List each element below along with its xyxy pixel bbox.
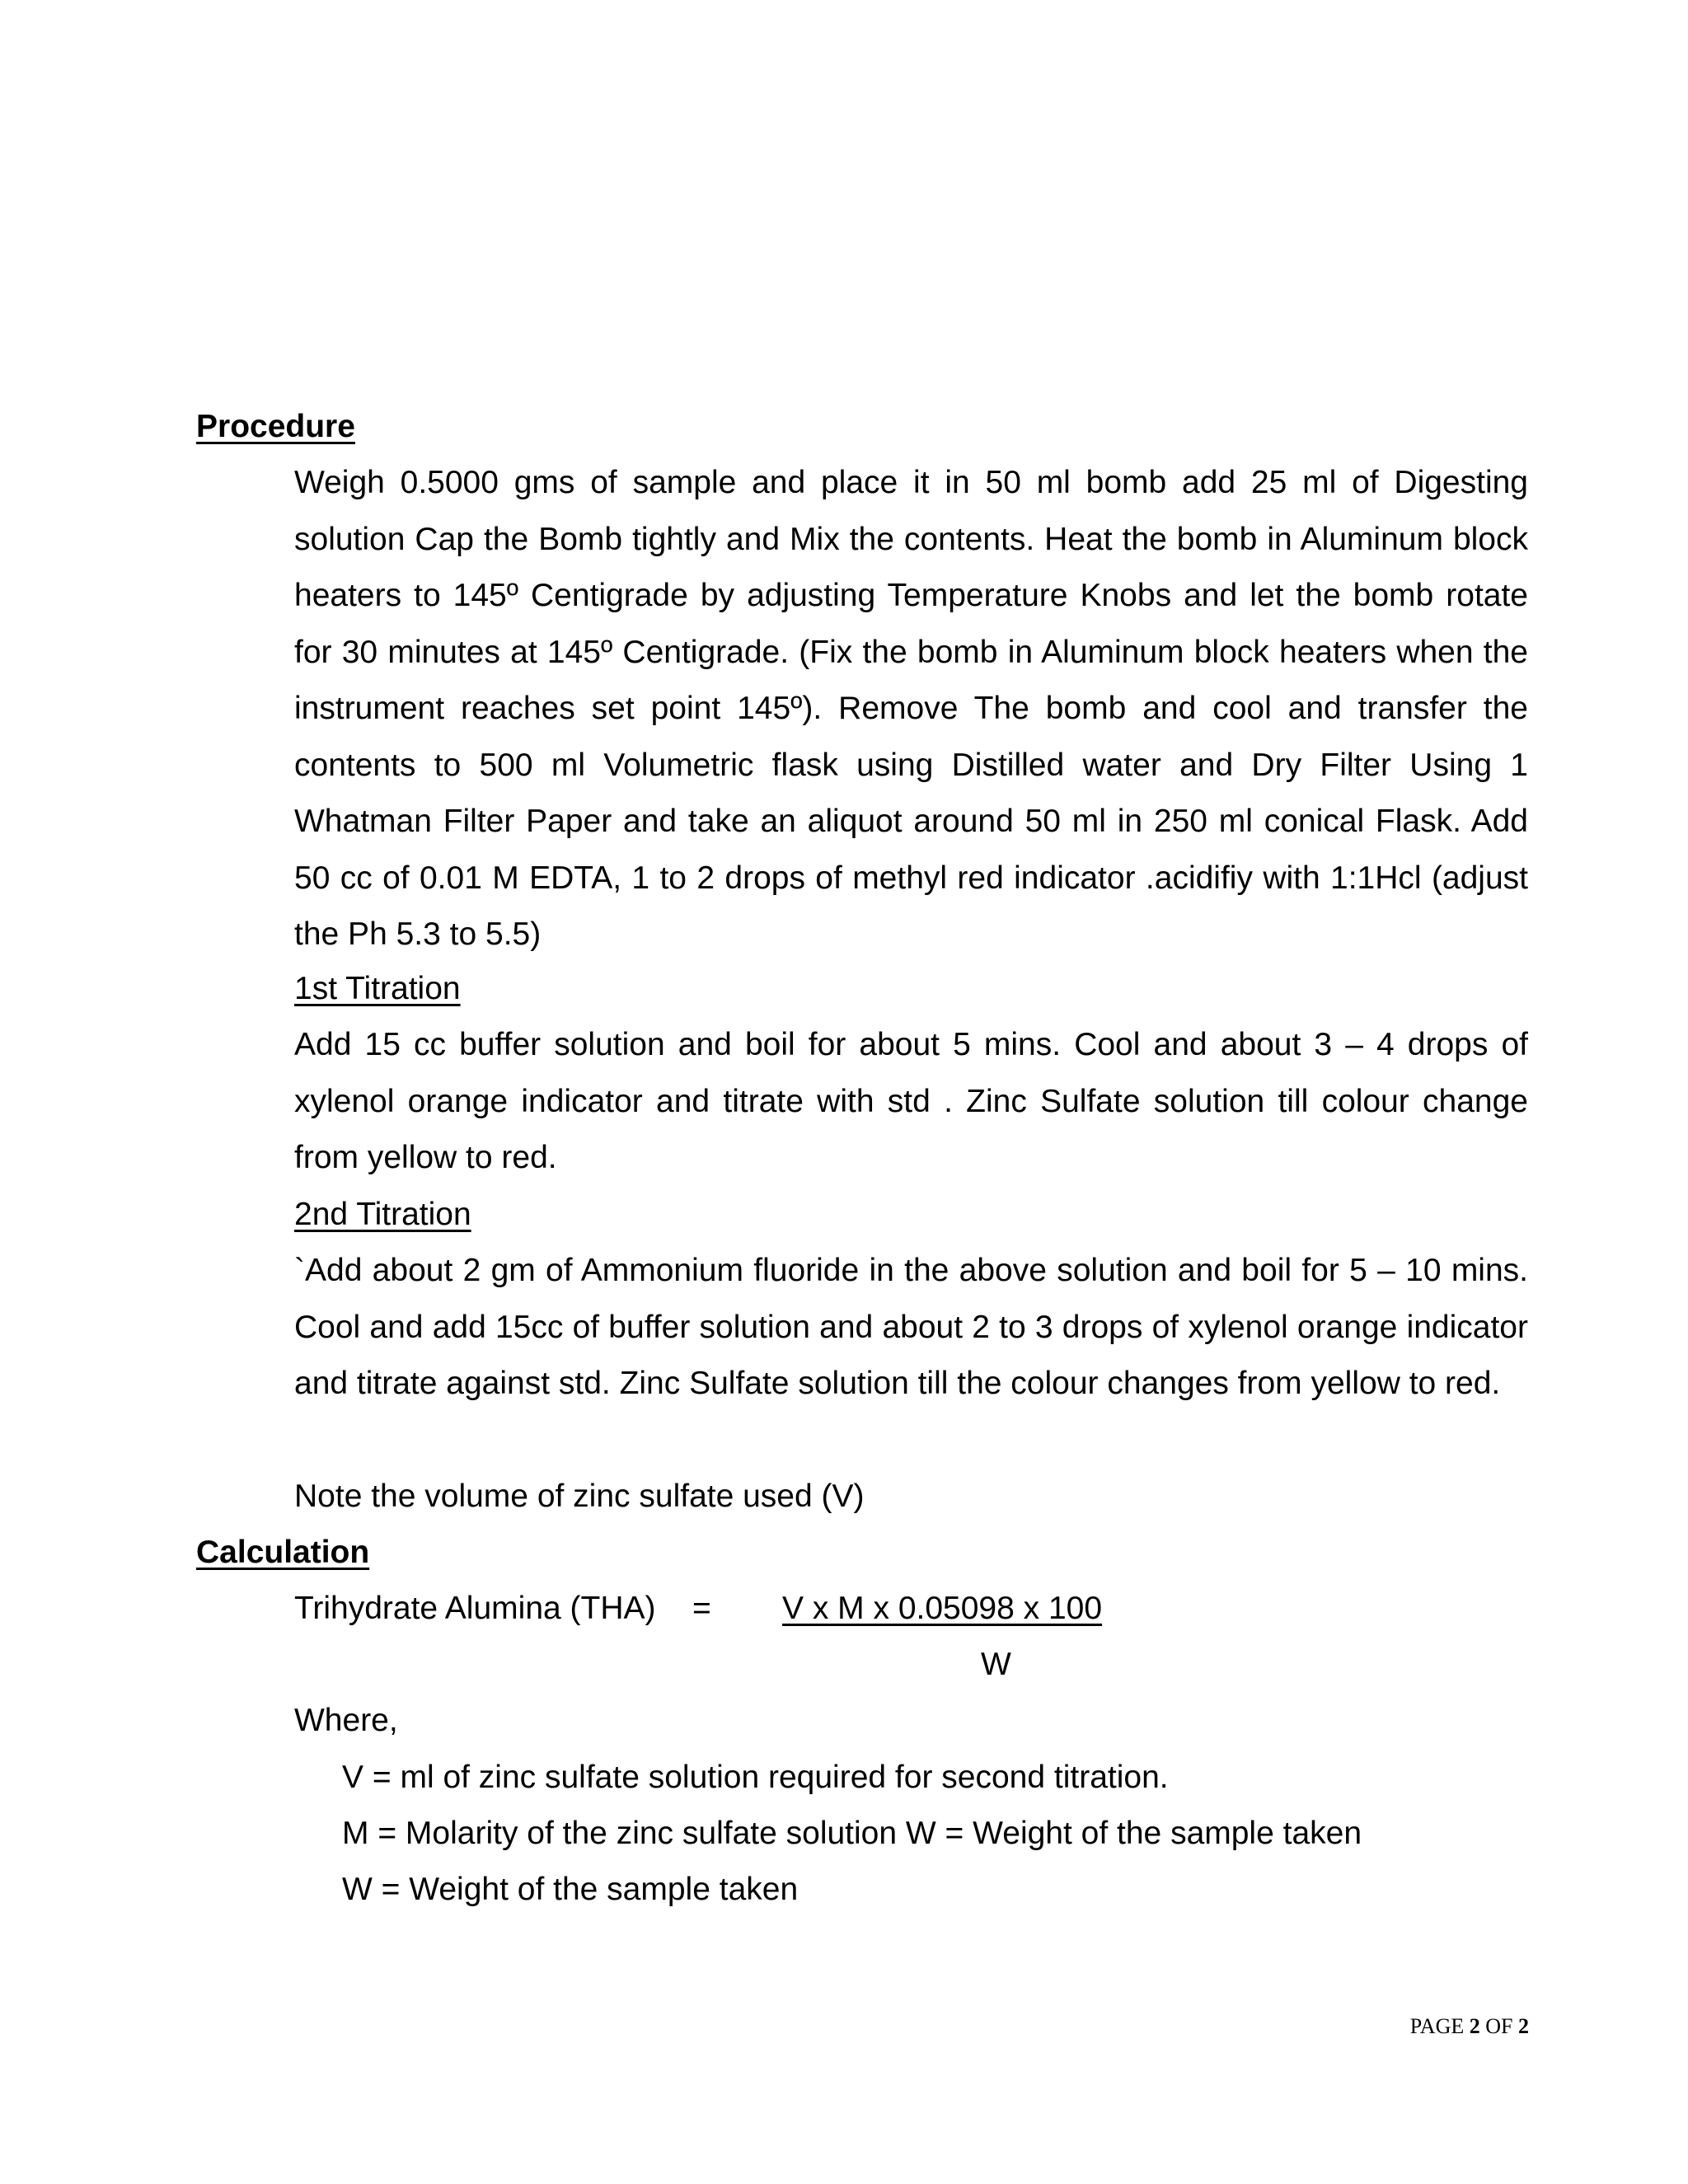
page-current: 2	[1469, 2014, 1480, 2038]
titration1-heading: 1st Titration	[294, 971, 461, 1006]
definition-w: W = Weight of the sample taken	[342, 1872, 799, 1907]
where-label: Where,	[294, 1703, 398, 1738]
page-middle: OF	[1479, 2014, 1518, 2038]
page-prefix: PAGE	[1409, 2014, 1470, 2038]
formula-numerator: V x M x 0.05098 x 100	[782, 1591, 1103, 1626]
formula-denominator: W	[981, 1647, 1011, 1682]
titration2-heading: 2nd Titration	[294, 1197, 471, 1232]
note-text: Note the volume of zinc sulfate used (V)	[294, 1479, 865, 1514]
page-number	[1410, 2013, 1529, 2041]
definition-v: V = ml of zinc sulfate solution required for second titration.	[342, 1760, 1169, 1795]
formula-equals: =	[692, 1591, 711, 1626]
page-total: 2	[1518, 2014, 1529, 2038]
procedure-heading: Procedure	[196, 409, 355, 444]
titration2-text: `Add about 2 gm of Ammonium fluoride in the above solution and boil for 5 – 10 mins. Cool and add 15cc of buffer solution and about 2 to 3 drops of xylenol orange indicator and titrate against std. Zinc Sulfate solution till the colour changes from yellow to red.	[294, 1253, 1528, 1401]
procedure-paragraph: Weigh 0.5000 gms of sample and place it in 50 ml bomb add 25 ml of Digesting solution Cap the Bomb tightly and Mix the contents. Heat the bomb in Aluminum block heaters to 145º Centigrade by adjusting Temperature Knobs and let the bomb rotate for 30 minutes at 145º Centigrade. (Fix the bomb in Aluminum block heaters when the instrument reaches set point 145º). Remove The bomb and cool and transfer the contents to 500 ml Volumetric flask using Distilled water and Dry Filter Using 1 Whatman Filter Paper and take an aliquot around 50 ml in 250 ml conical Flask. Add 50 cc of 0.01 M EDTA, 1 to 2 drops of methyl red indicator .acidifiy with 1:1Hcl (adjust the Ph 5.3 to 5.5)	[294, 465, 1528, 952]
titration1-text: Add 15 cc buffer solution and boil for about 5 mins. Cool and about 3 – 4 drops of xylenol orange indicator and titrate with std . Zinc Sulfate solution till colour change from yellow to red.	[294, 1027, 1528, 1175]
calculation-heading: Calculation	[196, 1535, 370, 1570]
definition-m: M = Molarity of the zinc sulfate solution W = Weight of the sample taken	[342, 1816, 1362, 1851]
formula-label: Trihydrate Alumina (THA)	[294, 1591, 656, 1626]
